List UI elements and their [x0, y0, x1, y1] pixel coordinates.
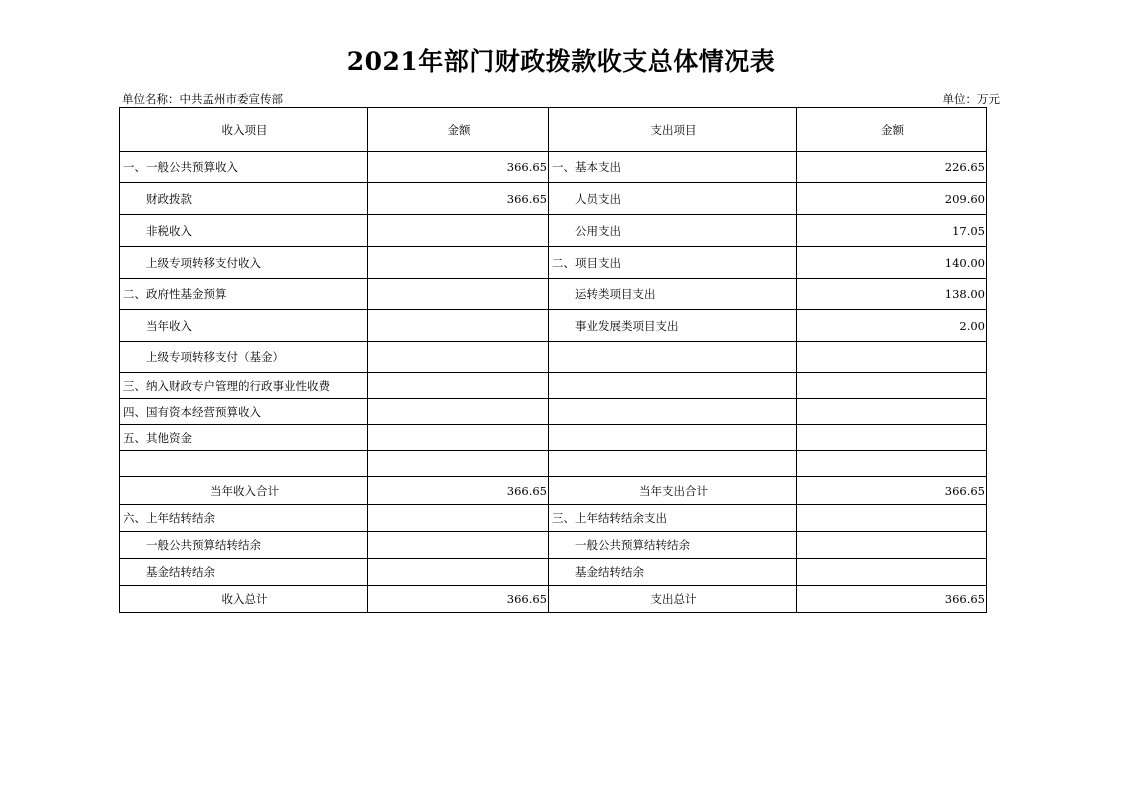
page-title: 2021年部门财政拨款收支总体情况表: [346, 47, 776, 76]
expense-amount: 140.00: [797, 247, 987, 279]
income-amount: [368, 425, 549, 451]
table-row: [120, 559, 987, 586]
income-item: 非税收入: [120, 215, 368, 247]
income-amount: [368, 532, 549, 559]
expense-item: 运转类项目支出: [549, 279, 797, 310]
expense-item: 事业发展类项目支出: [549, 310, 797, 342]
table-row: [120, 586, 987, 613]
currency-unit-label: 单位：万元: [942, 92, 1000, 106]
expense-item: 基金结转结余: [549, 559, 797, 586]
income-amount: [368, 399, 549, 425]
income-item: 三、纳入财政专户管理的行政事业性收费: [120, 373, 368, 399]
table-row: [120, 247, 987, 279]
header-income-item: 收入项目: [120, 108, 368, 152]
expense-amount: [797, 451, 987, 477]
expense-amount: 366.65: [797, 586, 987, 613]
expense-amount: 138.00: [797, 279, 987, 310]
income-item: 六、上年结转结余: [120, 505, 368, 532]
unit-name-label: 单位名称：中共孟州市委宣传部: [122, 92, 283, 106]
income-amount: [368, 215, 549, 247]
expense-item: 三、上年结转结余支出: [549, 505, 797, 532]
income-amount: [368, 279, 549, 310]
expense-item: 人员支出: [549, 183, 797, 215]
income-item: [120, 451, 368, 477]
expense-amount: 209.60: [797, 183, 987, 215]
income-amount: 366.65: [368, 152, 549, 183]
income-amount: [368, 373, 549, 399]
income-amount: [368, 310, 549, 342]
expense-item: [549, 342, 797, 373]
expense-item: 公用支出: [549, 215, 797, 247]
table-row: [120, 505, 987, 532]
budget-table: [119, 107, 987, 613]
expense-amount: 226.65: [797, 152, 987, 183]
income-amount: 366.65: [368, 586, 549, 613]
expense-amount: [797, 425, 987, 451]
header-expense-item: 支出项目: [549, 108, 797, 152]
income-item: 一、一般公共预算收入: [120, 152, 368, 183]
expense-item: 二、项目支出: [549, 247, 797, 279]
income-item: 收入总计: [120, 586, 368, 613]
table-row: [120, 399, 987, 425]
table-row: [120, 215, 987, 247]
expense-item: 一、基本支出: [549, 152, 797, 183]
table-header-row: [120, 108, 987, 152]
income-amount: [368, 559, 549, 586]
expense-amount: 2.00: [797, 310, 987, 342]
expense-amount: 17.05: [797, 215, 987, 247]
header-income-amount: 金额: [368, 108, 549, 152]
expense-item: 一般公共预算结转结余: [549, 532, 797, 559]
income-item: 一般公共预算结转结余: [120, 532, 368, 559]
expense-amount: [797, 373, 987, 399]
income-item: 五、其他资金: [120, 425, 368, 451]
expense-item: [549, 451, 797, 477]
income-item: 当年收入合计: [120, 477, 368, 505]
income-amount: [368, 505, 549, 532]
table-row: [120, 451, 987, 477]
income-item: 当年收入: [120, 310, 368, 342]
income-amount: [368, 342, 549, 373]
income-item: 上级专项转移支付（基金）: [120, 342, 368, 373]
income-item: 基金结转结余: [120, 559, 368, 586]
expense-item: 当年支出合计: [549, 477, 797, 505]
expense-amount: 366.65: [797, 477, 987, 505]
income-amount: [368, 451, 549, 477]
expense-item: [549, 425, 797, 451]
table-row: [120, 425, 987, 451]
expense-amount: [797, 559, 987, 586]
table-row: [120, 477, 987, 505]
table-row: [120, 183, 987, 215]
expense-item: [549, 399, 797, 425]
income-item: 四、国有资本经营预算收入: [120, 399, 368, 425]
income-item: 财政拨款: [120, 183, 368, 215]
table-row: [120, 342, 987, 373]
income-amount: 366.65: [368, 477, 549, 505]
table-row: [120, 279, 987, 310]
expense-amount: [797, 399, 987, 425]
income-amount: 366.65: [368, 183, 549, 215]
expense-amount: [797, 342, 987, 373]
income-item: 二、政府性基金预算: [120, 279, 368, 310]
income-item: 上级专项转移支付收入: [120, 247, 368, 279]
header-expense-amount: 金额: [797, 108, 987, 152]
expense-item: [549, 373, 797, 399]
table-row: [120, 373, 987, 399]
expense-amount: [797, 532, 987, 559]
income-amount: [368, 247, 549, 279]
table-row: [120, 310, 987, 342]
expense-amount: [797, 505, 987, 532]
table-row: [120, 532, 987, 559]
table-row: [120, 152, 987, 183]
expense-item: 支出总计: [549, 586, 797, 613]
